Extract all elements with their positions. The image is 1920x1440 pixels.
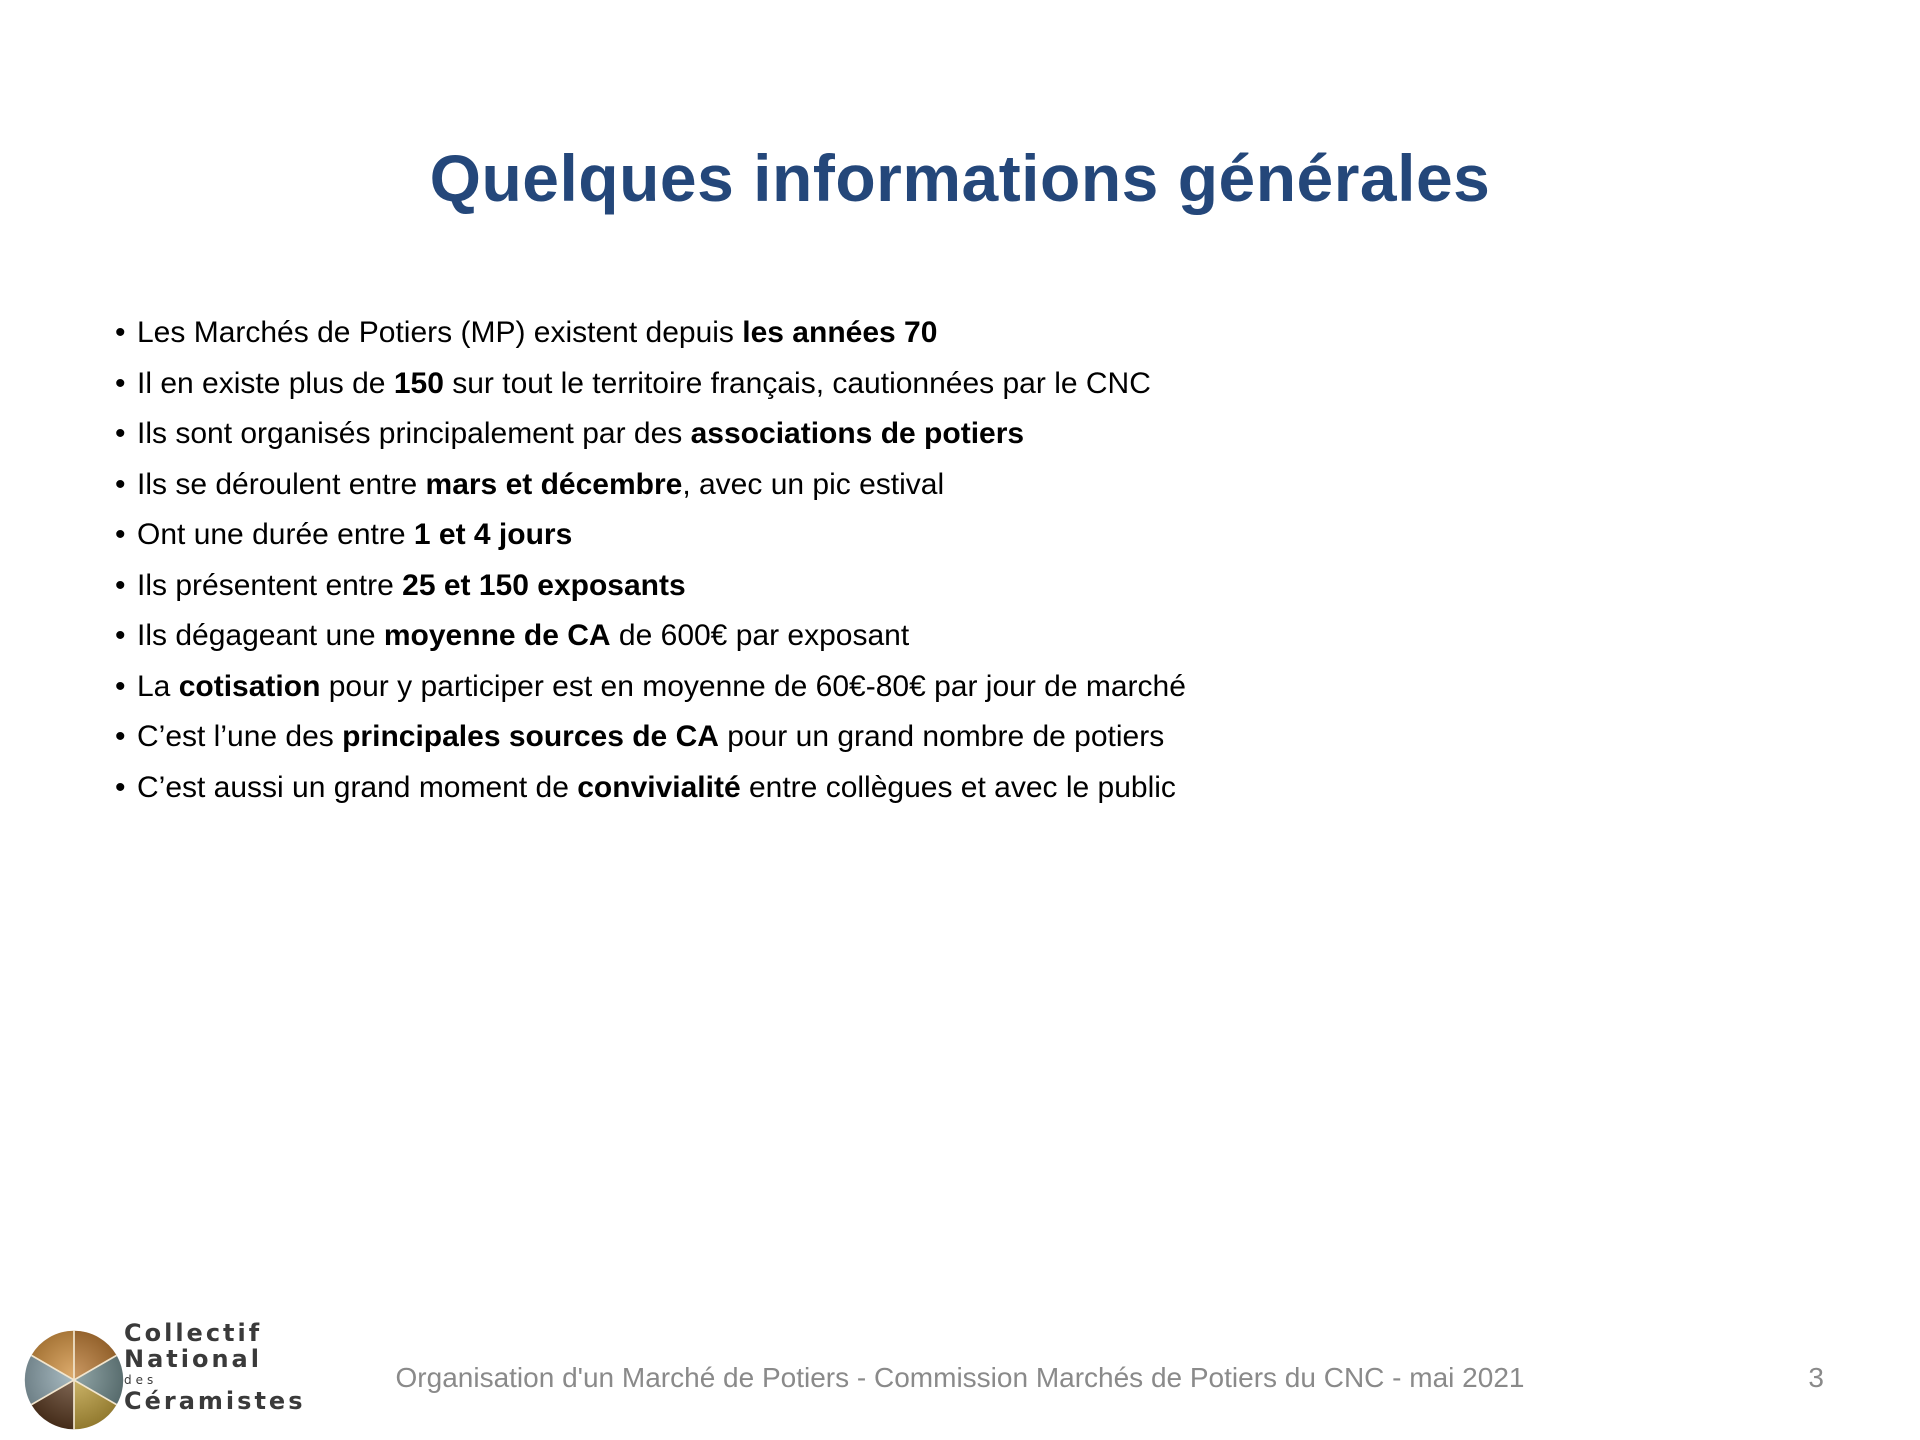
slide-title: Quelques informations générales xyxy=(429,141,1491,215)
footer-text: Organisation d'un Marché de Potiers - Commission Marchés de Potiers du CNC - mai 2021 xyxy=(395,1362,1525,1393)
bullet-dot: • xyxy=(115,720,126,753)
bullet-dot: • xyxy=(115,619,126,652)
bullet-bold-text: moyenne de CA xyxy=(383,619,611,652)
bullet-item xyxy=(115,561,1715,612)
logo-line: Collectif xyxy=(124,1319,263,1347)
bullet-item xyxy=(115,611,1715,662)
bullet-text: Il en existe plus de xyxy=(137,366,394,400)
bullet-item xyxy=(115,510,1715,561)
bullet-bold-text: mars et décembre xyxy=(425,467,683,501)
bullet-text: Ils dégageant une xyxy=(137,619,384,652)
bullet-text: C’est aussi un grand moment de xyxy=(137,770,578,804)
bullet-item xyxy=(115,662,1715,713)
logo-line: Céramistes xyxy=(124,1387,306,1415)
bullet-text: La xyxy=(137,669,179,703)
bullet-text: pour y participer est en moyenne de 60€-80€ par jour de marché xyxy=(320,669,1186,703)
bullet-dot: • xyxy=(115,316,126,349)
bullet-bold-text: les années 70 xyxy=(742,316,938,349)
bullet-dot: • xyxy=(115,568,126,602)
bullet-dot: • xyxy=(115,366,126,400)
logo-line: des xyxy=(124,1373,158,1387)
bullet-dot: • xyxy=(115,518,126,551)
bullet-bold-text: associations de potiers xyxy=(690,417,1025,450)
bullet-item xyxy=(115,460,1715,511)
bullet-bold-text: 25 et 150 exposants xyxy=(402,568,686,602)
bullet-text: Ils sont organisés principalement par des xyxy=(137,417,691,450)
bullet-bold-text: convivialité xyxy=(577,770,741,804)
bullet-item xyxy=(115,308,1715,359)
bullet-text: C’est l’une des xyxy=(137,720,343,753)
bullet-dot: • xyxy=(115,669,126,703)
bullet-bold-text: 150 xyxy=(393,366,444,400)
bullet-text: de 600€ par exposant xyxy=(610,619,910,652)
bullet-item xyxy=(115,763,1715,814)
bullet-text: Ont une durée entre xyxy=(137,518,414,551)
bullet-bold-text: cotisation xyxy=(178,669,321,703)
logo-line: National xyxy=(124,1345,262,1373)
bullet-dot: • xyxy=(115,770,126,804)
bullet-item xyxy=(115,409,1715,460)
bullet-dot: • xyxy=(115,417,126,450)
bullet-text: , avec un pic estival xyxy=(682,467,945,501)
bullet-bold-text: principales sources de CA xyxy=(342,720,719,753)
bullet-item xyxy=(115,359,1715,410)
bullet-text: sur tout le territoire français, cautionnées par le CNC xyxy=(443,366,1151,400)
bullet-list xyxy=(115,308,1715,813)
bullet-bold-text: 1 et 4 jours xyxy=(413,518,573,551)
bullet-text: Les Marchés de Potiers (MP) existent depuis xyxy=(137,316,743,349)
bullet-item xyxy=(115,712,1715,763)
page-number: 3 xyxy=(1808,1362,1824,1393)
bullet-text: Ils se déroulent entre xyxy=(137,467,426,501)
bullet-dot: • xyxy=(115,467,126,501)
bullet-text: pour un grand nombre de potiers xyxy=(718,720,1165,753)
bullet-text: Ils présentent entre xyxy=(137,568,403,602)
bullet-text: entre collègues et avec le public xyxy=(740,770,1176,804)
